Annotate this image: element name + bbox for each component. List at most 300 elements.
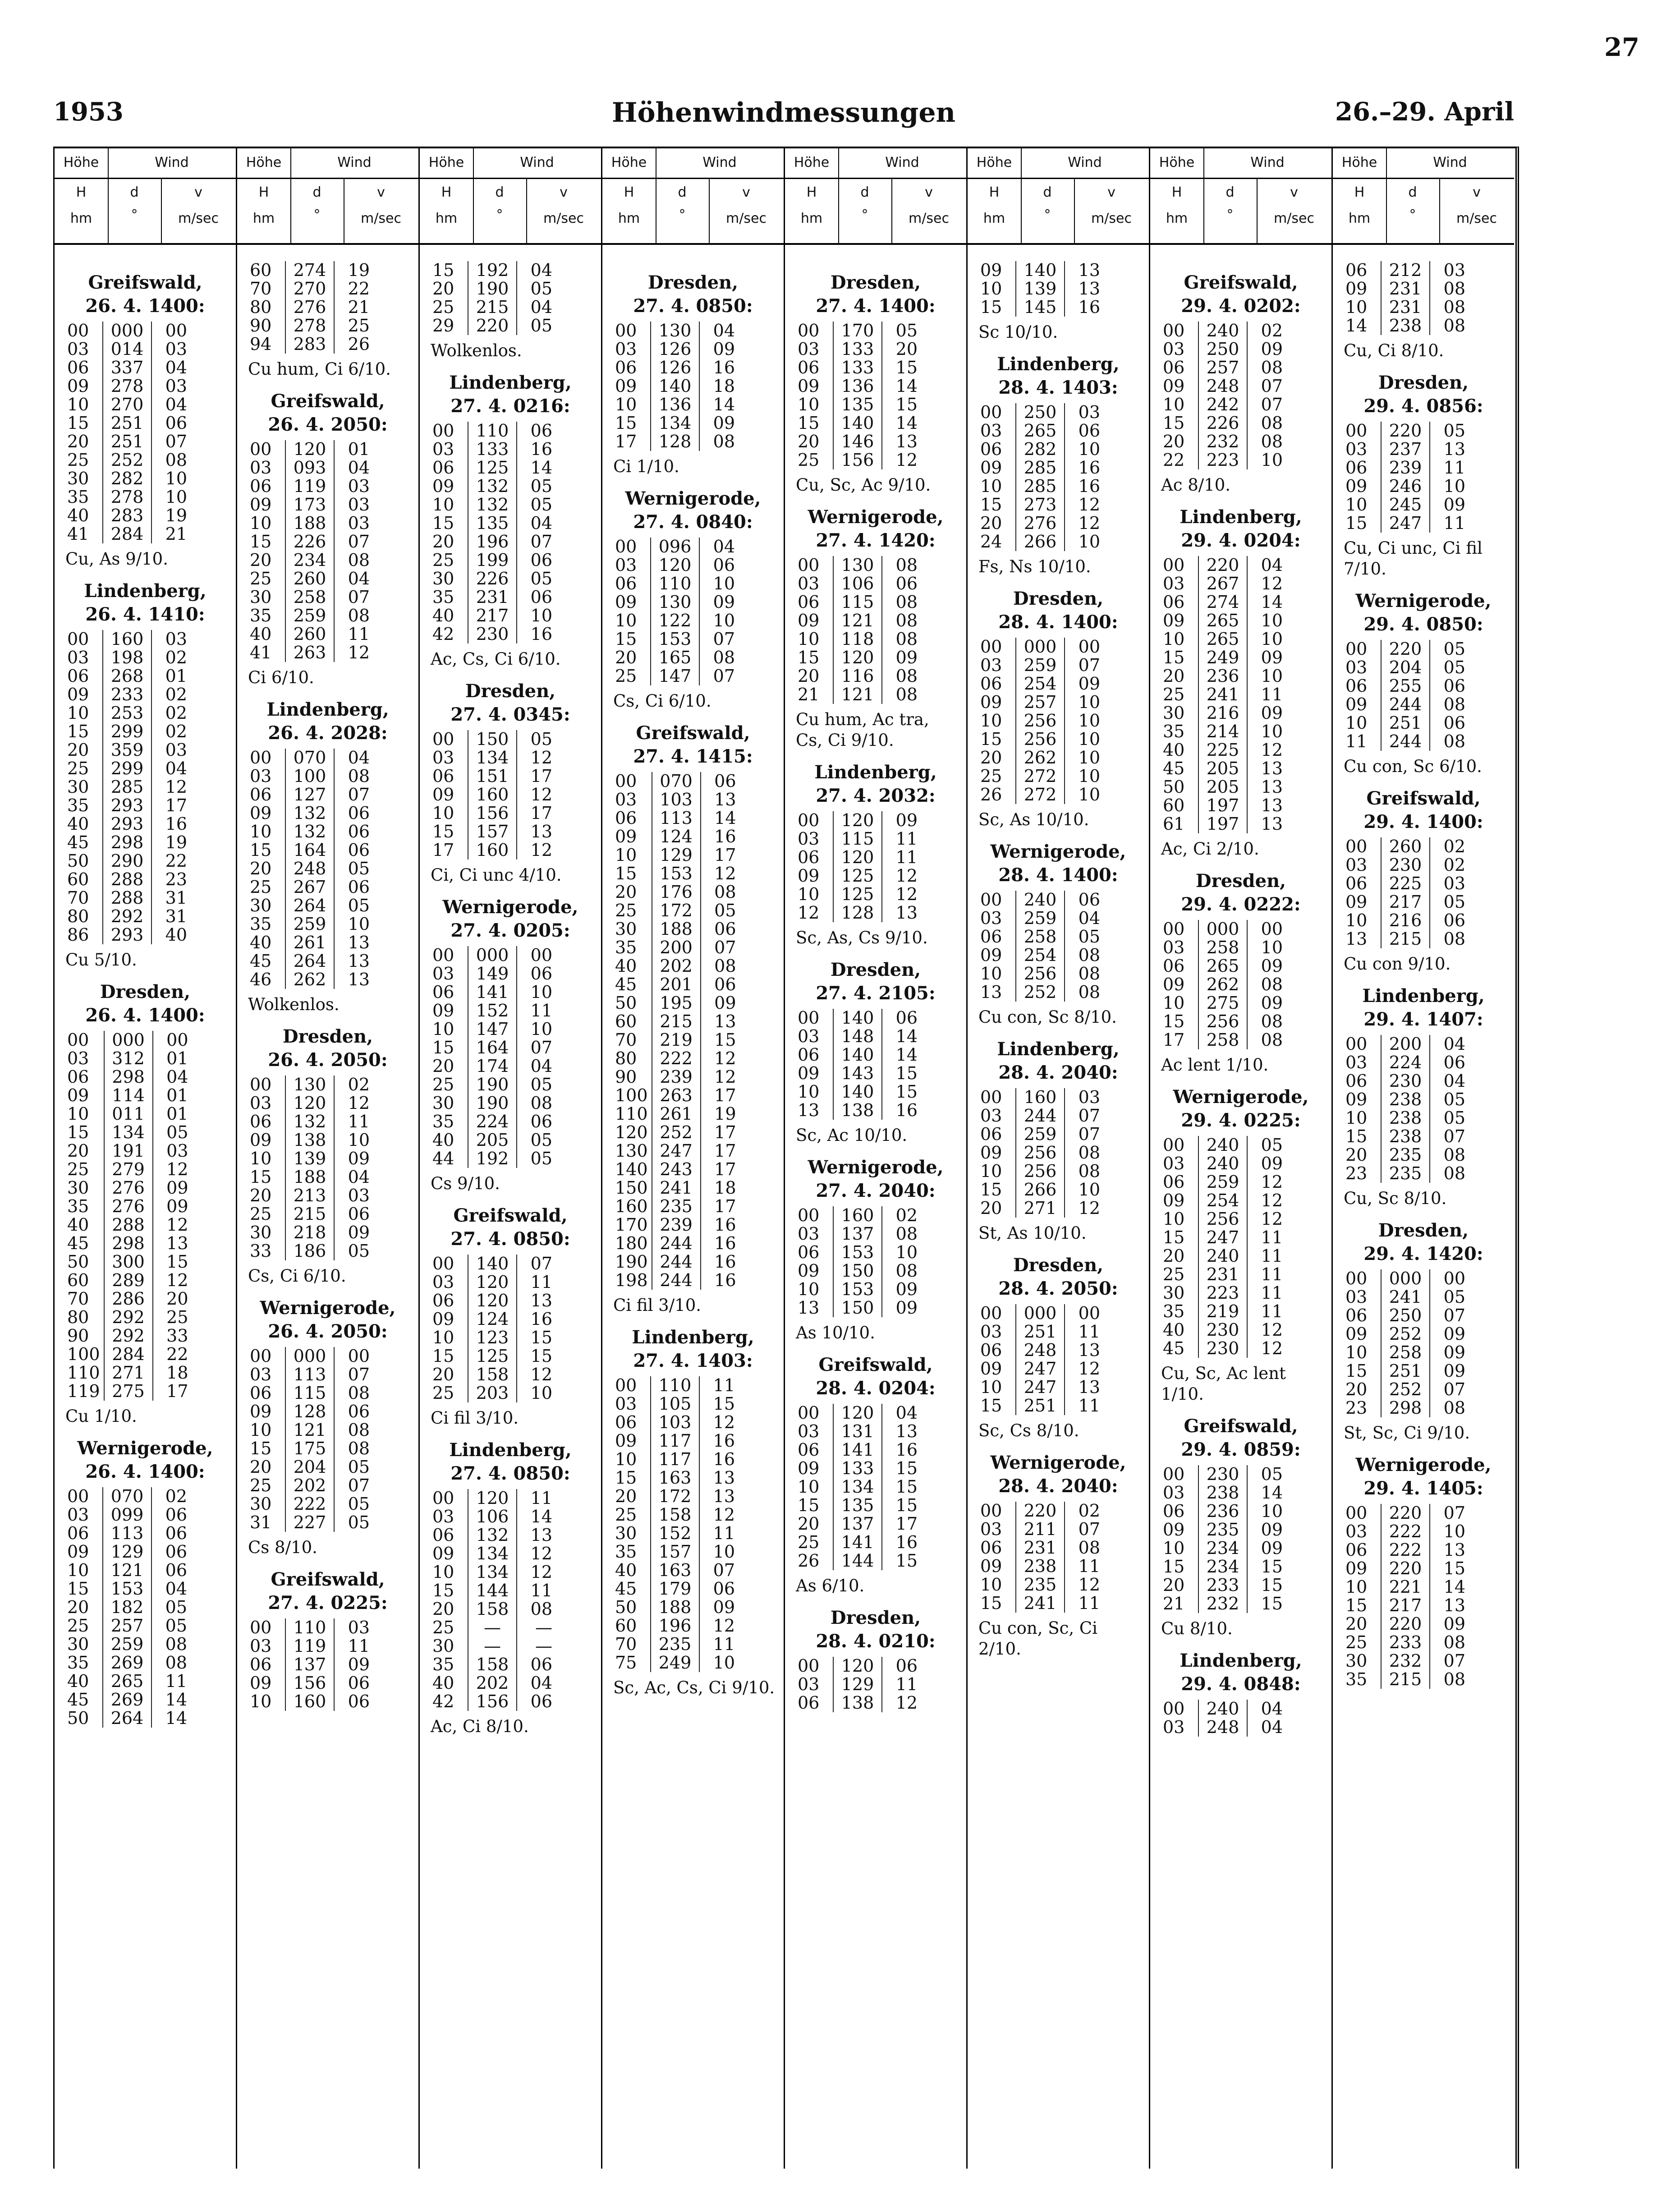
height-value: 09 [980, 945, 1002, 965]
direction-value: 292 [104, 1327, 153, 1345]
table-row [65, 1635, 191, 1654]
direction-value: 153 [833, 1280, 882, 1299]
speed-value: 04 [1261, 555, 1283, 575]
table-row [796, 667, 921, 685]
speed-value: 13 [895, 903, 918, 923]
observation-table [65, 1031, 192, 1401]
observation-table [1344, 1269, 1469, 1417]
direction-value: 293 [103, 926, 151, 944]
speed-value: 11 [895, 1674, 918, 1694]
table-row [1344, 1399, 1469, 1417]
table-row [613, 1068, 740, 1086]
direction-value: 000 [285, 1347, 334, 1365]
direction-value: 247 [652, 1142, 701, 1160]
divider [473, 148, 474, 178]
table-row [431, 261, 556, 280]
observation-table [65, 1487, 191, 1728]
height-value: 06 [980, 1124, 1002, 1144]
observation-table [1161, 556, 1286, 833]
speed-symbol: v [194, 184, 202, 200]
table-row [796, 1533, 921, 1552]
speed-value: 09 [895, 648, 918, 667]
speed-value: 11 [1443, 458, 1465, 478]
direction-value: 120 [833, 848, 882, 867]
table-row [1344, 1362, 1469, 1380]
speed-value: 17 [714, 1122, 736, 1142]
table-row [1161, 1136, 1286, 1154]
table-row [978, 749, 1104, 767]
divider [1021, 148, 1022, 178]
direction-value: 270 [285, 280, 334, 298]
speed-value: 02 [1078, 1501, 1100, 1521]
station-heading [968, 587, 1149, 634]
direction-value: 215 [1381, 1670, 1430, 1689]
speed-value: 10 [1078, 748, 1100, 768]
height-value: 06 [1345, 458, 1368, 478]
table-row [65, 704, 191, 722]
direction-value: 120 [833, 1657, 882, 1675]
table-row [613, 1031, 740, 1049]
height-value: 03 [980, 908, 1002, 928]
station-heading [237, 390, 418, 437]
height-value: 10 [67, 1560, 89, 1580]
speed-value: 04 [530, 513, 552, 533]
height-value: 80 [67, 906, 89, 926]
speed-value: 04 [165, 358, 187, 377]
table-row [431, 440, 556, 459]
direction-value: 121 [103, 1561, 151, 1580]
height-value: 06 [250, 785, 272, 804]
speed-value: 08 [895, 611, 918, 630]
speed-value: 02 [1443, 837, 1465, 856]
table-row [1161, 796, 1286, 815]
table-row [248, 1223, 373, 1242]
direction-value: 132 [468, 496, 517, 514]
table-row [65, 1253, 192, 1271]
wind-heading: Wind [1068, 155, 1102, 170]
station-heading [237, 1296, 418, 1343]
direction-value: 268 [103, 667, 151, 685]
speed-value: 31 [165, 888, 187, 908]
direction-value: 282 [1016, 440, 1065, 459]
speed-value: 03 [348, 495, 370, 515]
table-row [613, 1598, 739, 1617]
divider [1439, 179, 1440, 243]
speed-value: 05 [1443, 657, 1465, 677]
speed-value: 08 [713, 648, 735, 667]
direction-value: 241 [1016, 1594, 1065, 1613]
speed-value: 06 [530, 1112, 552, 1131]
height-value: 00 [798, 1008, 820, 1028]
observation-table [1161, 322, 1286, 469]
speed-value: 14 [713, 395, 735, 414]
height-value: 00 [798, 321, 820, 340]
direction-value: 153 [652, 864, 701, 883]
speed-value: 04 [348, 748, 370, 768]
height-value: 10 [250, 513, 272, 533]
height-value: 45 [1163, 1338, 1185, 1358]
speed-value: 03 [165, 376, 187, 396]
observation-table [613, 322, 739, 451]
observation-table [431, 946, 556, 1168]
height-value: 00 [67, 629, 89, 649]
speed-value: 16 [713, 358, 735, 377]
station-name: Wernigerode, [990, 1452, 1126, 1473]
direction-value: 259 [103, 1635, 151, 1654]
direction-value: 241 [1381, 1288, 1430, 1306]
table-row [613, 1012, 740, 1031]
speed-value: 05 [1443, 892, 1465, 912]
height-value: 60 [1163, 795, 1185, 815]
station-heading [785, 1156, 966, 1203]
height-value: 00 [1345, 639, 1368, 659]
table-row [978, 422, 1104, 440]
table-row [1344, 261, 1469, 280]
speed-value: 04 [1261, 1717, 1283, 1737]
height-value: 10 [615, 395, 637, 414]
direction-value: 160 [833, 1206, 882, 1225]
direction-value: 121 [833, 611, 882, 630]
table-row [1344, 677, 1469, 695]
table-row [613, 883, 740, 901]
height-value: 13 [1345, 929, 1368, 949]
divider [161, 179, 162, 243]
height-value: 80 [250, 297, 272, 317]
column-header [55, 148, 236, 243]
station-heading [420, 371, 601, 418]
height-value: 25 [980, 766, 1002, 786]
height-value: 00 [1163, 1135, 1185, 1155]
table-row [978, 1323, 1104, 1341]
direction-value: 156 [285, 1674, 334, 1692]
table-row [431, 1057, 556, 1076]
direction-value: 266 [1016, 1181, 1065, 1199]
speed-unit: m/sec [1456, 211, 1497, 226]
direction-value: 120 [468, 1292, 517, 1310]
table-row [1161, 667, 1286, 685]
height-value: 10 [798, 884, 820, 904]
table-row [65, 926, 191, 944]
direction-symbol: d [312, 184, 321, 200]
direction-value: 231 [1381, 298, 1430, 317]
table-row [65, 1123, 192, 1142]
table-row [978, 1125, 1104, 1144]
speed-value: 04 [165, 395, 187, 414]
speed-value: 06 [1443, 1053, 1465, 1072]
table-row [796, 830, 921, 848]
height-value: 06 [615, 358, 637, 377]
height-value: 45 [615, 974, 637, 994]
direction-value: 126 [651, 359, 699, 377]
speed-value: 08 [1443, 316, 1465, 336]
table-row [1344, 1541, 1469, 1559]
direction-value: 266 [1016, 533, 1065, 551]
table-row [65, 525, 191, 543]
table-row [796, 414, 921, 432]
direction-unit: ° [1226, 207, 1234, 223]
table-row [613, 938, 740, 957]
speed-value: 08 [1261, 358, 1283, 377]
height-value: 00 [67, 1486, 89, 1506]
table-row [1344, 658, 1469, 677]
cloud-note: As 6/10. [796, 1576, 865, 1595]
height-value: 30 [250, 587, 272, 607]
height-value: 00 [615, 771, 637, 791]
station-name: Greifswald, [818, 1354, 933, 1375]
direction-value: 131 [833, 1422, 882, 1441]
direction-value: 219 [652, 1031, 701, 1049]
height-value: 10 [1345, 297, 1368, 317]
table-row [978, 786, 1104, 804]
speed-value: 16 [1078, 476, 1100, 496]
table-row [431, 1489, 556, 1508]
direction-value: 259 [285, 607, 334, 625]
cloud-note: Sc, As, Cs 9/10. [796, 928, 928, 947]
direction-value: 245 [1381, 496, 1430, 514]
table-row [65, 322, 191, 340]
direction-value: 127 [285, 786, 334, 804]
height-value: 15 [67, 1579, 89, 1599]
direction-value: 134 [833, 1478, 882, 1496]
height-value: 10 [980, 1377, 1002, 1397]
speed-value: 05 [530, 729, 552, 749]
direction-value: 120 [285, 440, 334, 459]
table-row [1161, 1558, 1286, 1576]
direction-value: 115 [285, 1384, 334, 1402]
speed-value: 12 [1261, 574, 1283, 593]
height-value: 09 [1163, 1191, 1185, 1210]
speed-value: 31 [165, 906, 187, 926]
height-value: 09 [980, 1143, 1002, 1163]
table-row [978, 1557, 1104, 1576]
direction-value: 196 [651, 1617, 699, 1635]
height-value: 15 [1163, 648, 1185, 667]
direction-value: 140 [833, 1046, 882, 1064]
speed-value: 08 [895, 685, 918, 704]
wind-heading: Wind [337, 155, 372, 170]
wind-heading: Wind [1250, 155, 1285, 170]
table-row [613, 667, 739, 685]
table-row [613, 846, 740, 864]
table-row [1344, 930, 1469, 948]
column-header-row [55, 148, 236, 179]
speed-value: 04 [348, 569, 370, 588]
speed-value: 12 [1078, 1575, 1100, 1595]
direction-value: 000 [1016, 638, 1065, 656]
station-heading [968, 1451, 1149, 1498]
speed-value: 22 [348, 279, 370, 299]
table-row [248, 1365, 373, 1384]
height-value: 03 [67, 339, 89, 359]
direction-value: 215 [652, 1012, 701, 1031]
height-value: 03 [250, 1636, 272, 1656]
table-row [431, 1328, 556, 1347]
table-row [978, 1539, 1104, 1557]
speed-value: 14 [530, 458, 552, 478]
table-row [248, 952, 373, 970]
speed-value: 12 [165, 777, 187, 797]
cloud-note: Sc, As 10/10. [978, 810, 1089, 829]
height-value: 15 [1345, 513, 1368, 533]
height-value: 00 [432, 729, 454, 749]
table-row [1344, 695, 1469, 714]
speed-value: 04 [348, 458, 370, 478]
table-row [1344, 1127, 1469, 1146]
cloud-note: Cu 5/10. [65, 950, 137, 970]
table-row [431, 1076, 556, 1094]
observation-time: 27. 4. 1415: [633, 746, 753, 767]
table-row [248, 1076, 373, 1094]
direction-value: 264 [285, 952, 334, 970]
height-value: 10 [67, 395, 89, 414]
speed-value: 06 [348, 877, 370, 897]
station-name: Dresden, [1013, 1255, 1104, 1276]
table-row [248, 749, 373, 767]
table-row [796, 322, 921, 340]
direction-value: 247 [1381, 514, 1430, 533]
direction-value: 136 [833, 377, 882, 395]
speed-value: 08 [895, 1261, 918, 1281]
speed-value: 22 [166, 1344, 188, 1364]
height-value: 09 [1345, 694, 1368, 714]
direction-value: 215 [285, 1205, 334, 1223]
table-row [1161, 1321, 1286, 1339]
speed-value: 07 [530, 532, 552, 552]
speed-value: 09 [1261, 993, 1283, 1013]
table-row [613, 1432, 739, 1450]
direction-value: 150 [833, 1262, 882, 1280]
table-row [248, 786, 373, 804]
direction-value: 254 [1016, 946, 1065, 965]
speed-value: 20 [166, 1289, 188, 1309]
height-value: 00 [1345, 421, 1368, 441]
height-value: 06 [1163, 592, 1185, 612]
speed-value: 05 [530, 1075, 552, 1094]
observation-table [248, 440, 373, 662]
table-row [248, 1112, 373, 1131]
column-header-row [968, 179, 1149, 245]
speed-value: 08 [895, 629, 918, 649]
direction-value: 103 [652, 791, 701, 809]
direction-value: — [468, 1637, 517, 1655]
speed-value: 05 [1261, 1135, 1283, 1155]
table-row [613, 322, 739, 340]
table-row [65, 1345, 192, 1364]
height-value: 09 [1345, 892, 1368, 912]
speed-value: 07 [1443, 1503, 1465, 1523]
direction-symbol: d [130, 184, 139, 200]
height-value: 21 [798, 685, 820, 704]
height-value: 20 [250, 859, 272, 878]
speed-value: 05 [1443, 1108, 1465, 1128]
speed-value: 13 [1443, 1540, 1465, 1560]
speed-value: 07 [1261, 376, 1283, 396]
direction-value: 158 [468, 1365, 517, 1384]
table-row [796, 432, 921, 451]
station-heading [1333, 787, 1514, 834]
height-value: 00 [250, 1075, 272, 1094]
station-name: Greifswald, [1366, 788, 1481, 809]
page-number: 27 [1604, 32, 1639, 62]
speed-value: 10 [1261, 1501, 1283, 1521]
observation-time: 27. 4. 0840: [633, 511, 753, 533]
height-value: 70 [67, 1289, 89, 1309]
speed-value: 11 [348, 1636, 370, 1656]
speed-value: 08 [348, 766, 370, 786]
speed-value: 16 [165, 814, 187, 834]
direction-value: 110 [651, 575, 699, 593]
direction-value: 190 [468, 1094, 517, 1112]
direction-value: 124 [652, 827, 701, 846]
cloud-note: Cu, As 9/10. [65, 549, 168, 569]
direction-value: 192 [468, 1149, 517, 1168]
table-row [431, 1112, 556, 1131]
speed-value: 11 [1261, 1264, 1283, 1284]
column-body [1333, 261, 1514, 2169]
observation-time: 29. 4. 0222: [1181, 894, 1301, 915]
table-row [1344, 1109, 1469, 1127]
observation-time: 26. 4. 1400: [85, 1005, 205, 1026]
direction-value: 011 [104, 1105, 153, 1123]
table-row [1161, 575, 1286, 593]
direction-value: 235 [1198, 1521, 1247, 1539]
station-heading [420, 1204, 601, 1251]
height-value: 15 [67, 413, 89, 433]
speed-value: 23 [165, 869, 187, 889]
speed-value: 05 [1443, 1287, 1465, 1307]
direction-value: 238 [1381, 317, 1430, 335]
speed-value: 10 [1261, 450, 1283, 470]
direction-value: 176 [652, 883, 701, 901]
speed-value: 07 [348, 587, 370, 607]
page-title: Höhenwindmessungen [611, 97, 956, 129]
table-row [65, 432, 191, 451]
direction-value: 284 [104, 1345, 153, 1364]
speed-value: 15 [895, 1551, 918, 1571]
speed-value: 17 [714, 1159, 736, 1179]
direction-value: 249 [651, 1654, 699, 1672]
station-name: Wernigerode, [442, 896, 578, 918]
height-value: 06 [67, 1523, 89, 1543]
height-value: 09 [798, 1063, 820, 1083]
speed-value: 16 [895, 1100, 918, 1120]
height-value: 10 [250, 1692, 272, 1711]
height-value: 40 [615, 956, 637, 976]
height-value: 35 [67, 487, 89, 507]
table-row [613, 1253, 740, 1271]
speed-value: 15 [895, 1063, 918, 1083]
cloud-note: Cu hum, Ci 6/10. [248, 359, 391, 379]
speed-value: 14 [1443, 1577, 1465, 1597]
observation-table [1344, 1035, 1469, 1183]
divider [1203, 148, 1204, 178]
direction-value: 132 [285, 804, 334, 823]
height-value: 00 [1163, 919, 1185, 939]
direction-value: 141 [833, 1533, 882, 1552]
speed-value: 08 [1078, 982, 1100, 1002]
table-row [431, 1255, 556, 1273]
height-value: 09 [250, 1402, 272, 1421]
speed-value: 16 [530, 624, 552, 644]
direction-value: 220 [1016, 1502, 1065, 1520]
table-row [431, 823, 556, 841]
speed-value: 06 [348, 1692, 370, 1711]
table-row [978, 298, 1104, 317]
height-value: 00 [980, 1087, 1002, 1107]
speed-value: 08 [1443, 1398, 1465, 1418]
speed-value: 19 [714, 1104, 736, 1124]
height-value: 15 [615, 629, 637, 649]
